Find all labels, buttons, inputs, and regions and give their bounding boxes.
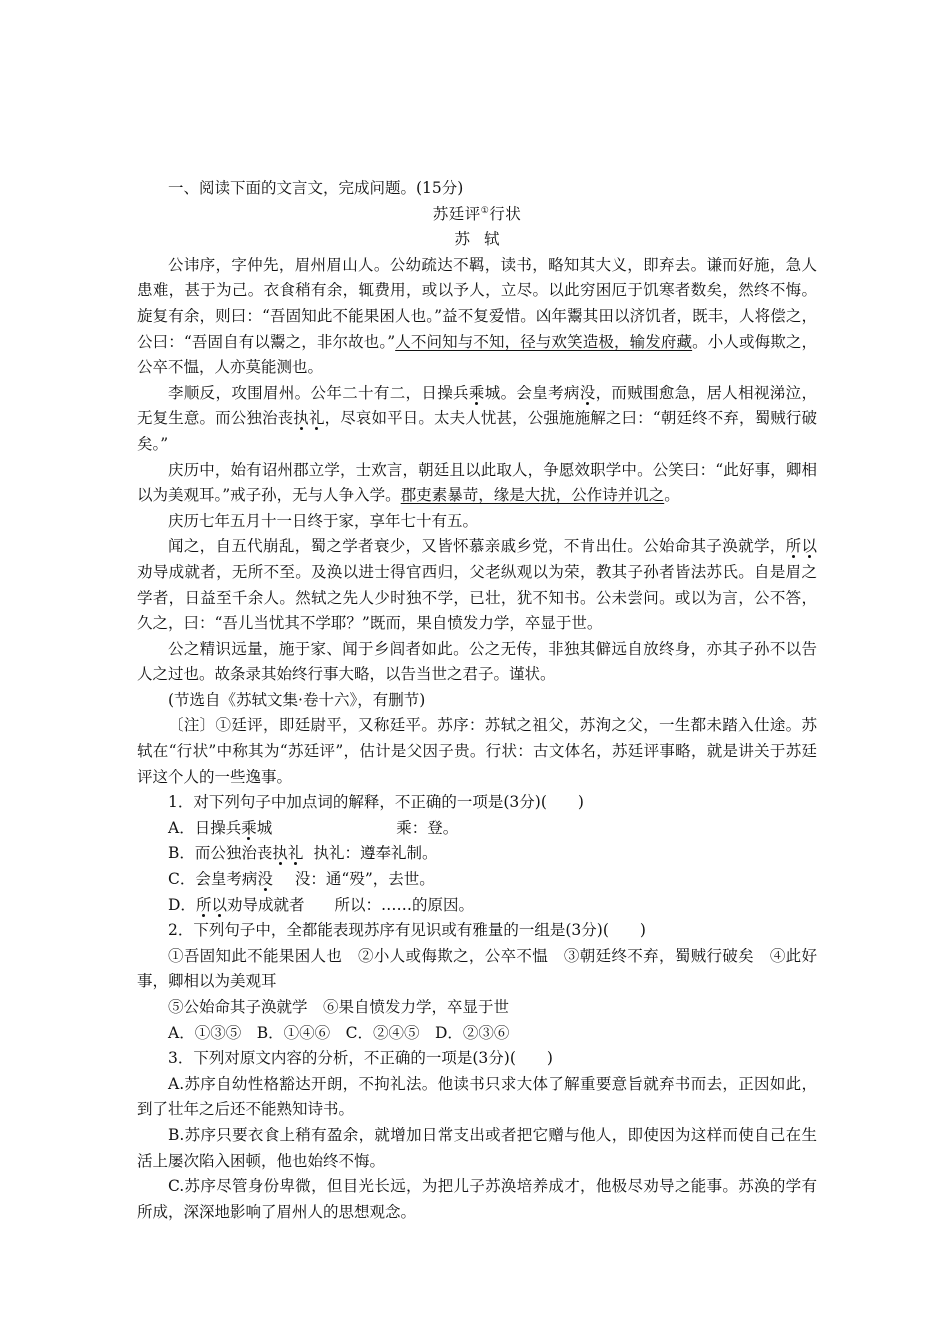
essay-title: 苏廷评①行状 [432, 204, 522, 223]
question-1-option-a: A．日操兵乘城 乘：登。 [168, 818, 459, 837]
footnote: 〔注〕①廷评，即廷尉平，又称廷平。苏序：苏轼之祖父，苏洵之父，一生都未踏入仕途。苏轼在“行状”中称其为“苏廷评”，估计是父因子贵。行状：古文体名，苏廷评事略，就是讲关于苏廷评这个人的一些逸事。 [137, 716, 817, 786]
question-2-options: A．①③⑤ B．①④⑥ C．②④⑤ D．②③⑥ [168, 1023, 510, 1042]
paragraph-5: 闻之，自五代崩乱，蜀之学者衰少，又皆怀慕亲戚乡党，不肯出仕。公始命其子涣就学，所以劝导成就者，无所不至。及涣以进士得官西归，父老纵观以为荣，教其子孙者皆法苏氏。自是眉之学者，日益至千余人。然轼之先人少时独不学，已壮，犹不知书。公未尝问。或以为言，公不答，久之，曰：“吾儿当忧其不学耶？”既而，果自愤发力学，卒显于世。 [137, 537, 817, 633]
question-3-stem: 3．下列对原文内容的分析，不正确的一项是(3分)( ) [168, 1049, 553, 1068]
question-2-items-2: ⑤公始命其子涣就学 ⑥果自愤发力学，卒显于世 [168, 998, 510, 1016]
question-2-stem: 2．下列句子中，全都能表现苏序有见识或有雅量的一组是(3分)( ) [168, 921, 646, 940]
dotted-word: 所 [195, 895, 212, 914]
paragraph-1: 公讳序，字仲先，眉州眉山人。公幼疏达不羁，读书，略知其大义，即弃去。谦而好施，急人患难，甚于为己。衣食稍有余，辄费用，或以予人，立尽。以此穷困厄于饥寒者数矣，然终不悔。旋复有余，则曰：“吾固知此不能果困人也。”益不复爱惜。凶年鬻其田以济饥者，既丰，人将偿之，公曰：“吾固自有以鬻之，非尔故也。”人不问知与不知，径与欢笑造极，输发府藏。小人或侮欺之，公卒不愠，人亦莫能测也。 [137, 255, 817, 377]
underlined-sentence-2: 郡吏素暴苛，缘是大扰，公作诗并讥之 [400, 486, 665, 505]
paragraph-6: 公之精识远量，施于家、闻于乡闾者如此。公之无传，非独其僻远自放终身，亦其子孙不以告人之过也。故条录其始终行事大略，以告当世之君子。谨状。 [137, 639, 817, 684]
underlined-sentence-1: 人不问知与不知，径与欢笑造极，输发府藏 [395, 332, 693, 351]
dotted-word: 礼 [287, 844, 304, 863]
dotted-word: 所 [785, 537, 802, 556]
question-1-stem: 1．对下列句子中加点词的解释，不正确的一项是(3分)( ) [168, 793, 584, 812]
dotted-word: 以 [801, 537, 817, 556]
paragraph-4: 庆历七年五月十一日终于家，享年七十有五。 [168, 511, 479, 530]
question-1-option-b: B．而公独治丧执礼 执礼：遵奉礼制。 [168, 844, 438, 863]
question-3-option-c: C.苏序尽管身份卑微，但目光长远，为把儿子苏涣培养成才，他极尽劝导之能事。苏涣的学有所成，深深地影响了眉州人的思想观念。 [137, 1177, 817, 1221]
question-2-items-1: ①吾固知此不能果困人也 ②小人或侮欺之，公卒不愠 ③朝廷终不弃，蜀贼行破矣 ④此好事，卿相以为美观耳 [137, 946, 817, 991]
dotted-word: 执 [293, 409, 309, 428]
question-3-option-a: A.苏序自幼性格豁达开朗，不拘礼法。他读书只求大体了解重要意旨就弃书而去，正因如此，到了壮年之后还不能熟知诗书。 [137, 1074, 817, 1119]
question-1-option-d: D．所以劝导成就者 所以：……的原因。 [168, 895, 474, 914]
source-note: (节选自《苏轼文集·卷十六》，有删节) [168, 690, 426, 709]
paragraph-2: 李顺反，攻围眉州。公年二十有二，日操兵乘城。会皇考病没，而贼围愈急，居人相视涕泣，无复生意。而公独治丧执礼，尽哀如平日。太夫人忧甚，公强施施解之曰：“朝廷终不弃，蜀贼行破矣。” [137, 383, 817, 453]
dotted-word: 乘 [468, 383, 485, 402]
paragraph-3: 庆历中，始有诏州郡立学，士欢言，朝廷且以此取人，争愿效职学中。公笑曰：“此好事，卿相以为美观耳。”戒子孙，无与人争入学。郡吏素暴苛，缘是大扰，公作诗并讥之。 [137, 460, 817, 505]
question-1-option-c: C．会皇考病没 没：通“殁”，去世。 [168, 870, 435, 889]
footnote-marker: ① [480, 205, 490, 216]
dotted-word: 执 [272, 844, 288, 863]
dotted-word: 以 [211, 895, 227, 914]
dotted-word: 没 [579, 383, 596, 402]
dotted-word: 没 [257, 870, 273, 889]
section-heading: 一、阅读下面的文言文，完成问题。(15分) [168, 179, 464, 197]
document-page [137, 176, 817, 1225]
dotted-word: 乘 [241, 818, 257, 837]
essay-author: 苏轼 [454, 230, 514, 249]
dotted-word: 礼 [308, 409, 325, 428]
question-3-option-b: B.苏序只要衣食上稍有盈余，就增加日常支出或者把它赠与他人，即使因为这样而使自己在生活上屡次陷入困顿，他也始终不悔。 [137, 1125, 817, 1170]
